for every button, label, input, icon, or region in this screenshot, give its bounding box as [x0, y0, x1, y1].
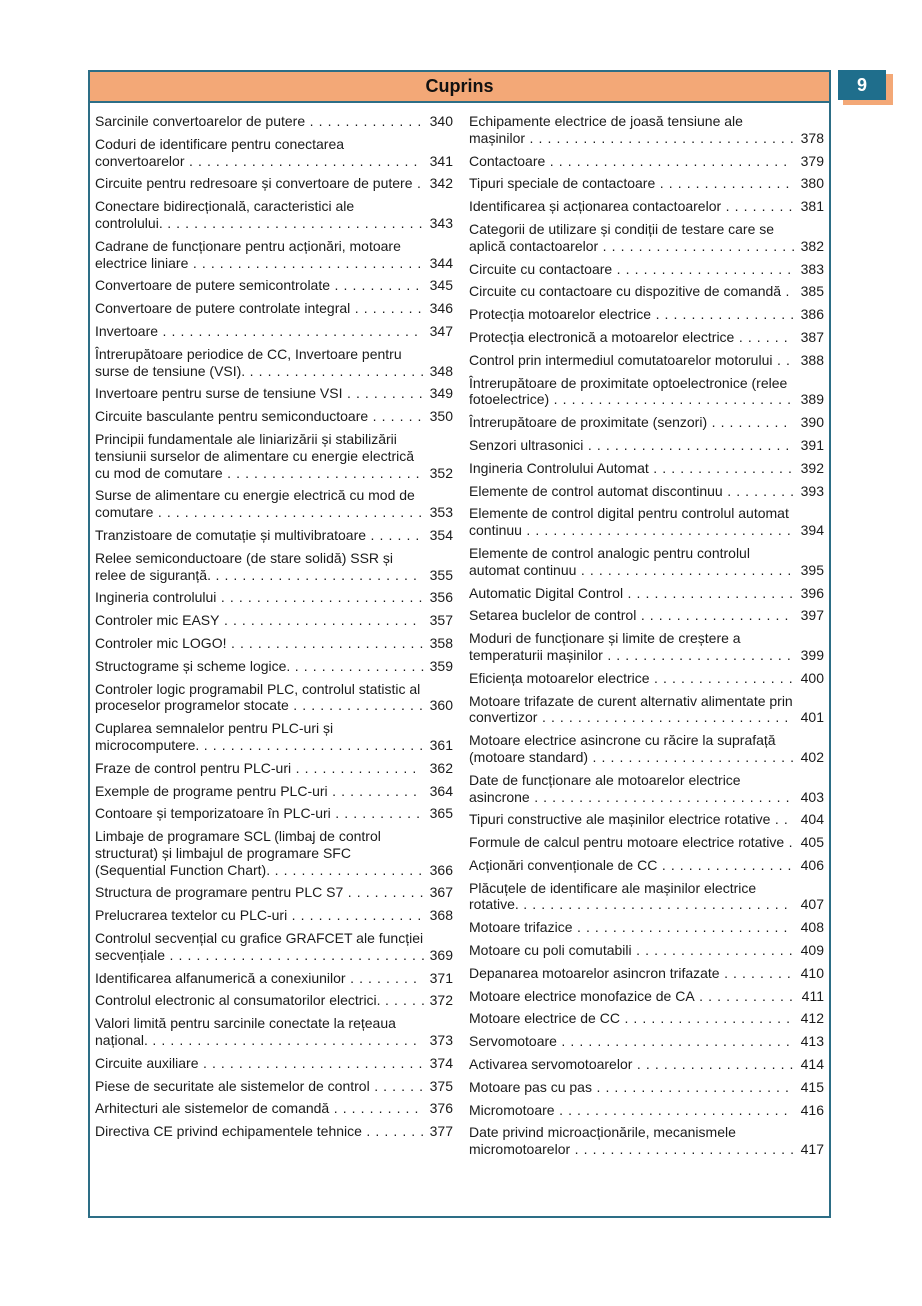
toc-leader-dots: . . . . . . . . . . . . . . . . . . . . . .	[227, 464, 421, 481]
toc-entry-title: Întrerupătoare periodice de CC, Invertoare pentru surse de tensiune (VSI).	[95, 345, 402, 379]
toc-entry-page: 393	[800, 482, 824, 499]
toc-entry-title: Identificarea și acționarea contactoarelor	[469, 198, 722, 215]
toc-entry-title: Categorii de utilizare și condiții de testare care se aplică contactoarelor	[469, 220, 775, 254]
toc-leader-dots: . . . . . . . . . . . . . . .	[659, 175, 790, 192]
toc-entry-title: Structura de programare pentru PLC S7	[95, 884, 344, 901]
toc-leader-dots: . . . . . . . . . . . . . . . . . . . . . . . .	[580, 561, 792, 578]
toc-entry-page: 400	[800, 669, 824, 686]
toc-entry-title: Invertoare	[95, 322, 159, 339]
toc-leader-dots: . . . . . . . . . . . . . . . . . . . . . . . . . . . . . .	[157, 504, 423, 521]
toc-leader-dots: . . . . . . . . . .	[334, 277, 420, 294]
toc-entry-title: Formule de calcul pentru motoare electrice rotative	[469, 834, 785, 851]
toc-entry-title: Identificarea alfanumerică a conexiunilor	[95, 969, 346, 986]
toc-entry[interactable]	[95, 992, 453, 1009]
toc-entry-title: Structograme și scheme logice.	[95, 657, 291, 674]
toc-leader-dots: . . . . . . . .	[350, 969, 418, 986]
toc-entry[interactable]	[469, 153, 824, 170]
toc-leader-dots: . . . . . . . . . . . . . . . . . . . . . . . . . . . . . .	[523, 896, 789, 913]
toc-entry-page: 360	[429, 697, 453, 714]
toc-entry[interactable]	[469, 545, 824, 579]
toc-entry[interactable]	[95, 1015, 453, 1049]
toc-entry[interactable]	[95, 277, 453, 294]
toc-entry[interactable]	[95, 1055, 453, 1072]
toc-entry[interactable]	[95, 431, 453, 481]
toc-entry-title: Echipamente electrice de joasă tensiune ale mașinilor	[469, 113, 743, 146]
toc-entry[interactable]	[469, 198, 824, 215]
toc-entry-page: 380	[800, 175, 824, 192]
toc-leader-dots: . . . . . . . . . . . . . . . . . . . . . . .	[215, 566, 418, 583]
toc-entry-page: 361	[429, 736, 453, 753]
toc-entry-page: 377	[429, 1123, 453, 1140]
toc-leader-dots: . . . . . . . . . . . . . . . . . . . . . . . . . .	[561, 1033, 791, 1050]
toc-entry[interactable]	[95, 681, 453, 715]
toc-entry-page: 397	[800, 607, 824, 624]
toc-entry-title: Tranzistoare de comutație și multivibratoare	[95, 526, 367, 543]
toc-entry-title: Principii fundamentale ale liniarizării și stabilizării tensiunii surselor de alimentare cu energie electrică cu mod de comutare	[95, 430, 415, 481]
toc-entry[interactable]	[95, 783, 453, 800]
toc-leader-dots: . . . . . . . . . . . . . . . .	[655, 306, 795, 323]
toc-leader-dots: . . . . . . . . . . . . . . . . . . . . . . . . . . . . .	[169, 946, 426, 963]
toc-entry[interactable]	[95, 805, 453, 822]
toc-entry-title: Întrerupătoare de proximitate (senzori)	[469, 414, 708, 431]
toc-entry-page: 413	[800, 1033, 824, 1050]
toc-leader-dots: . . . . . . . . . . . . . . . . . . . . . . . . . . . . .	[534, 788, 791, 805]
toc-entry[interactable]	[469, 880, 824, 914]
toc-entry-title: Servomotoare	[469, 1033, 557, 1050]
toc-entry-title: Circuite pentru redresoare și convertoare de putere	[95, 175, 413, 192]
toc-leader-dots: . . . . . . . . . . . . . . . . . . . . . . . . .	[202, 1054, 423, 1071]
toc-entry-title: Automatic Digital Control	[469, 584, 624, 601]
toc-entry-page: 390	[800, 414, 824, 431]
toc-leader-dots: . . . . . . . . . . . . . . . . . . . . . . . . . . . . .	[167, 214, 424, 231]
toc-leader-dots: . . . . . .	[370, 526, 420, 543]
toc-left-column	[95, 113, 453, 1146]
toc-entry[interactable]	[469, 1033, 824, 1050]
toc-entry-page: 399	[800, 646, 824, 663]
toc-leader-dots: . . . . . . . . . . . . . . . . . . . . . . .	[587, 436, 790, 453]
toc-entry-title: Contoare și temporizatoare în PLC-uri	[95, 805, 331, 822]
toc-entry-page: 346	[429, 300, 453, 317]
toc-entry[interactable]	[95, 1100, 453, 1117]
toc-entry-page: 383	[800, 260, 824, 277]
toc-entry[interactable]	[95, 930, 453, 964]
toc-entry-page: 407	[800, 896, 824, 913]
toc-entry-page: 358	[429, 634, 453, 651]
toc-entry-title: Control prin intermediul comutatoarelor motorului	[469, 351, 773, 368]
toc-leader-dots: . . . . .	[385, 992, 426, 1009]
toc-entry-page: 345	[429, 277, 453, 294]
toc-entry-page: 347	[429, 322, 453, 339]
toc-entry-page: 368	[429, 907, 453, 924]
toc-entry-page: 410	[800, 964, 824, 981]
toc-entry[interactable]	[469, 811, 824, 828]
toc-leader-dots: . . . . . . . . . . . . . . . . . . . . .	[607, 646, 792, 663]
toc-entry[interactable]	[469, 834, 824, 851]
toc-leader-dots: . . . . . . . . . . . . . . . . . . . .	[616, 260, 792, 277]
toc-entry-page: 408	[800, 919, 824, 936]
toc-entry[interactable]	[95, 136, 453, 170]
toc-entry-title: Circuite cu contactoare	[469, 260, 613, 277]
toc-entry-title: Cuplarea semnalelor pentru PLC-uri și microcomputere.	[95, 720, 334, 753]
toc-entry[interactable]	[95, 550, 453, 584]
toc-leader-dots: . . . . . . . . . . . . . . .	[661, 856, 793, 873]
toc-entry-title: Acționări convenționale de CC	[469, 856, 658, 873]
toc-entry[interactable]	[469, 283, 824, 300]
toc-leader-dots: . . . . . . . . . . . . . . . . . . .	[627, 584, 794, 601]
toc-entry-title: Elemente de control automat discontinuu	[469, 482, 723, 499]
toc-entry[interactable]	[469, 1079, 824, 1096]
toc-entry-page: 416	[800, 1101, 824, 1118]
toc-leader-dots: . . . . . . . . . .	[332, 782, 418, 799]
toc-leader-dots: . . . . . . . . . . . . . . . . . . . . . . .	[220, 589, 423, 606]
toc-entry-title: Relee semiconductoare (de stare solidă) SSR și relee de siguranță.	[95, 549, 394, 583]
toc-entry-title: Limbaje de programare SCL (limbaj de control structurat) și limbajul de programare SFC (Sequential Function Chart).	[95, 828, 381, 878]
toc-entry-page: 341	[429, 152, 453, 169]
toc-entry-page: 412	[800, 1010, 824, 1027]
toc-leader-dots: . .	[776, 351, 791, 368]
toc-entry-title: Circuite basculante pentru semiconductoare	[95, 408, 369, 425]
toc-entry-title: Controler mic LOGO!	[95, 634, 227, 651]
toc-entry-title: Motoare electrice asincrone cu răcire la suprafață (motoare standard)	[469, 732, 776, 765]
toc-entry-page: 401	[800, 709, 824, 726]
toc-entry-title: Coduri de identificare pentru conectarea convertoarelor	[95, 135, 345, 169]
toc-leader-dots: . . . . . . . . .	[711, 414, 788, 431]
toc-entry-title: Tipuri constructive ale mașinilor electrice rotative	[469, 811, 771, 828]
toc-entry[interactable]	[469, 919, 824, 936]
toc-leader-dots: . . . . . . . . . . . . . . . .	[653, 459, 793, 476]
toc-leader-dots: . . . . . . . . . .	[333, 1100, 420, 1117]
toc-entry-page: 394	[800, 522, 824, 539]
toc-entry-page: 359	[429, 657, 453, 674]
toc-leader-dots: . . . . . . . . . . . . . . . . . . . . . . . . .	[574, 1141, 795, 1158]
toc-entry-title: Motoare trifazate de curent alternativ alimentate prin convertizor	[469, 692, 793, 726]
toc-entry-page: 340	[429, 113, 453, 129]
toc-entry[interactable]	[95, 828, 453, 878]
toc-entry[interactable]	[469, 175, 824, 192]
toc-entry-title: Invertoare pentru surse de tensiune VSI	[95, 385, 343, 402]
toc-entry[interactable]	[95, 487, 453, 521]
toc-entry[interactable]	[469, 113, 824, 147]
toc-leader-dots: . . . . . . . . . .	[335, 805, 421, 822]
toc-entry-title: Tipuri speciale de contactoare	[469, 175, 656, 192]
toc-entry[interactable]	[95, 238, 453, 272]
toc-entry[interactable]	[95, 635, 453, 652]
toc-entry[interactable]	[469, 857, 824, 874]
toc-leader-dots: . . . . . . . . . . . . . . . . .	[274, 861, 423, 878]
toc-entry-page: 342	[429, 175, 453, 192]
toc-entry-page: 396	[800, 584, 824, 601]
toc-entry-page: 402	[800, 748, 824, 765]
toc-entry-page: 417	[800, 1141, 824, 1158]
toc-entry[interactable]	[469, 375, 824, 409]
toc-entry-page: 371	[429, 969, 453, 986]
toc-leader-dots: . . . . . . . . . . . . . . . . . . . . . . . . . .	[192, 254, 422, 271]
toc-leader-dots: . . . . . . . . . . . . .	[309, 113, 422, 129]
toc-entry-title: Exemple de programe pentru PLC-uri	[95, 782, 328, 799]
toc-entry[interactable]	[469, 965, 824, 982]
toc-entry-title: Eficiența motoarelor electrice	[469, 669, 650, 686]
toc-entry[interactable]	[469, 1124, 824, 1158]
toc-entry-page: 381	[800, 198, 824, 215]
toc-entry-title: Motoare cu poli comutabili	[469, 942, 632, 959]
toc-leader-dots: . . . . . . . .	[724, 964, 792, 981]
toc-entry-page: 387	[800, 328, 824, 345]
toc-entry[interactable]	[95, 175, 453, 192]
toc-entry-title: Controlul electronic al consumatorilor electrici.	[95, 992, 381, 1009]
toc-leader-dots: .	[785, 283, 791, 300]
toc-entry[interactable]	[95, 527, 453, 544]
toc-entry-title: Micromotoare	[469, 1101, 555, 1118]
toc-right-column	[469, 113, 824, 1164]
toc-leader-dots: . . . . . . . . . . . . . . . . . . . . . . . . . . .	[553, 391, 792, 408]
toc-leader-dots: . . . . . . . . . . . . . . .	[291, 907, 422, 924]
toc-entry-page: 414	[800, 1056, 824, 1073]
toc-entry[interactable]	[469, 988, 824, 1005]
toc-entry-title: Piese de securitate ale sistemelor de control	[95, 1077, 370, 1094]
toc-entry-title: Date privind microacționările, mecanismele micromotoarelor	[469, 1124, 736, 1158]
toc-entry-title: Surse de alimentare cu energie electrică cu mod de comutare	[95, 487, 415, 521]
toc-entry-title: Valori limită pentru sarcinile conectate la rețeaua național.	[95, 1015, 396, 1049]
toc-entry[interactable]	[469, 1102, 824, 1119]
toc-entry-page: 378	[800, 129, 824, 146]
toc-entry-title: Motoare electrice monofazice de CA	[469, 987, 695, 1004]
toc-entry-page: 369	[429, 946, 453, 963]
toc-entry-page: 373	[429, 1032, 453, 1049]
toc-entry-page: 367	[429, 884, 453, 901]
toc-entry-page: 415	[800, 1078, 824, 1095]
toc-entry-page: 374	[429, 1054, 453, 1071]
toc-entry[interactable]	[469, 942, 824, 959]
toc-entry[interactable]	[95, 884, 453, 901]
toc-leader-dots: . . . . . . . . . . . . . . . . . . . . . . . . . .	[188, 152, 418, 169]
toc-entry-title: Date de funcționare ale motoarelor electrice asincrone	[469, 771, 741, 805]
toc-entry-page: 391	[800, 436, 824, 453]
toc-leader-dots: . . . . . . . . . . . . . . . . .	[640, 607, 789, 624]
toc-entry-page: 350	[429, 408, 453, 425]
toc-entry[interactable]	[95, 346, 453, 380]
toc-entry[interactable]	[469, 1056, 824, 1073]
toc-entry-title: Controler mic EASY	[95, 612, 220, 629]
toc-entry-page: 348	[429, 362, 453, 379]
toc-entry-page: 406	[800, 856, 824, 873]
toc-entry[interactable]	[95, 720, 453, 754]
toc-entry-page: 382	[800, 237, 824, 254]
toc-entry-page: 353	[429, 504, 453, 521]
toc-leader-dots: . . . . . . . .	[725, 198, 793, 215]
toc-leader-dots: . . . . . . . . . . . . . . . . . . . . . . . .	[576, 919, 788, 936]
toc-leader-dots: . . . . . . . . . . . . . . . . . . . . . .	[596, 1078, 790, 1095]
toc-entry[interactable]	[469, 306, 824, 323]
toc-entry[interactable]	[469, 732, 824, 766]
toc-entry-page: 376	[429, 1100, 453, 1117]
toc-leader-dots: . . . . . . . . .	[346, 385, 424, 402]
toc-entry-title: Controlul secvențial cu grafice GRAFCET ale funcției secvențiale	[95, 930, 424, 963]
page-number: 9	[838, 70, 886, 100]
toc-leader-dots: . . . . . . . . . . . . . .	[295, 759, 417, 776]
toc-leader-dots: . . . . . . . . . . . . . . . . . . . . . .	[602, 237, 796, 254]
toc-entry-title: Protecția electronică a motoarelor electrice	[469, 328, 735, 345]
toc-entry-page: 362	[429, 759, 453, 776]
toc-entry-title: Convertoare de putere semicontrolate	[95, 277, 331, 294]
toc-entry-title: Motoare electrice de CC	[469, 1010, 620, 1027]
toc-leader-dots: . . . . . . . . . . . . . . . . . . . . . . . . . . . . . .	[529, 129, 795, 146]
toc-entry-title: Elemente de control analogic pentru controlul automat continuu	[469, 544, 750, 578]
toc-leader-dots: . . . . . . . .	[727, 482, 795, 499]
toc-entry-page: 409	[800, 942, 824, 959]
toc-entry[interactable]	[469, 352, 824, 369]
toc-entry[interactable]	[469, 414, 824, 431]
toc-title: Cuprins	[90, 72, 829, 103]
toc-leader-dots: . . . . . . . . . . . . . . . . . . . . . . . . . . .	[549, 152, 788, 169]
toc-entry-page: 357	[429, 612, 453, 629]
toc-frame	[88, 70, 831, 1218]
toc-leader-dots: . . . . . . . . . . . . . . . .	[654, 669, 794, 686]
toc-entry-page: 405	[800, 834, 824, 851]
toc-entry-page: 403	[800, 788, 824, 805]
toc-entry-title: Ingineria controlului	[95, 589, 217, 606]
toc-leader-dots: . . . . . . . . . . . . . . . . . . . . . . . . . . . .	[541, 709, 789, 726]
toc-entry[interactable]	[469, 630, 824, 664]
toc-entry[interactable]	[469, 261, 824, 278]
toc-leader-dots: . . . . . .	[374, 1077, 424, 1094]
toc-entry-page: 349	[429, 385, 453, 402]
toc-entry[interactable]	[95, 612, 453, 629]
toc-leader-dots: . . . . . . . . . . . . . . . . . . . . . . . . .	[203, 736, 424, 753]
toc-entry[interactable]	[469, 460, 824, 477]
toc-entry-title: Moduri de funcționare și limite de creștere a temperaturii mașinilor	[469, 630, 741, 663]
toc-entry-page: 344	[429, 254, 453, 271]
toc-leader-dots: . . . . . . . . . . . . . . . . . .	[636, 1056, 795, 1073]
toc-entry[interactable]	[469, 772, 824, 806]
toc-leader-dots: . . . . . .	[372, 408, 423, 425]
toc-entry[interactable]	[469, 329, 824, 346]
toc-entry-title: Plăcuțele de identificare ale mașinilor electrice rotative.	[469, 879, 757, 913]
toc-leader-dots: . .	[774, 811, 789, 828]
toc-leader-dots: . . . . . . . . . . . . . . . . . . . . . . . . . . . . . .	[152, 1032, 418, 1049]
toc-entry[interactable]	[95, 760, 453, 777]
toc-entry-title: Prelucrarea textelor cu PLC-uri	[95, 907, 288, 924]
toc-entry[interactable]	[469, 505, 824, 539]
toc-entry-page: 392	[800, 459, 824, 476]
toc-entry-page: 385	[800, 283, 824, 300]
toc-entry-page: 404	[800, 811, 824, 828]
toc-entry-page: 372	[429, 992, 453, 1009]
toc-leader-dots: .	[417, 175, 422, 192]
toc-entry[interactable]	[469, 221, 824, 255]
toc-entry[interactable]	[95, 1078, 453, 1095]
toc-entry[interactable]	[95, 1123, 453, 1140]
toc-entry-title: Controler logic programabil PLC, controlul statistic al proceselor programelor stocate	[95, 680, 421, 714]
toc-entry[interactable]	[95, 589, 453, 606]
toc-entry-title: Conectare bidirecțională, caracteristici ale controlului.	[95, 198, 355, 231]
toc-leader-dots: . . . . . . . . . . .	[699, 987, 794, 1004]
toc-entry-page: 375	[429, 1077, 453, 1094]
toc-entry-page: 389	[800, 391, 824, 408]
toc-entry[interactable]	[95, 658, 453, 675]
toc-leader-dots: . . . . . . . . . . . . . . .	[294, 657, 426, 674]
toc-entry[interactable]	[469, 585, 824, 602]
toc-leader-dots: .	[788, 834, 794, 851]
toc-entry[interactable]	[95, 385, 453, 402]
toc-entry-page: 352	[429, 464, 453, 481]
toc-entry-title: Fraze de control pentru PLC-uri	[95, 759, 292, 776]
toc-leader-dots: . . . . . . . . . . . . . . . . . . . .	[249, 362, 425, 379]
toc-entry-title: Motoare pas cu pas	[469, 1078, 592, 1095]
toc-leader-dots: . . . . . . . . . . . . . . . . . . . . . .	[223, 612, 418, 629]
toc-entry[interactable]	[469, 693, 824, 727]
toc-leader-dots: . . . . . . . . . . . . . . . . . . .	[624, 1010, 791, 1027]
toc-entry[interactable]	[469, 437, 824, 454]
toc-entry-title: Convertoare de putere controlate integral	[95, 300, 351, 317]
toc-entry-title: Ingineria Controlului Automat	[469, 459, 649, 476]
toc-entry-title: Arhitecturi ale sistemelor de comandă	[95, 1100, 330, 1117]
toc-leader-dots: . . . . . . . . . . . . . . .	[293, 697, 424, 714]
toc-entry-page: 343	[429, 214, 453, 231]
toc-entry-page: 365	[429, 805, 453, 822]
toc-entry[interactable]	[469, 607, 824, 624]
toc-leader-dots: . . . . . . . . . . . . . . . . . . . . . . . . . . . . .	[162, 322, 419, 339]
toc-entry-title: Elemente de control digital pentru controlul automat continuu	[469, 505, 789, 539]
toc-entry-page: 379	[800, 152, 824, 169]
toc-leader-dots: . . . . . . . . . . . . . . . . . . . . . .	[230, 634, 425, 651]
toc-entry-page: 364	[429, 782, 453, 799]
toc-leader-dots: . . . . . .	[738, 328, 789, 345]
toc-leader-dots: . . . . . . . . . . . . . . . . . . . . . . . . . .	[559, 1101, 789, 1118]
toc-entry-page: 356	[429, 589, 453, 606]
toc-entry-page: 355	[429, 566, 453, 583]
toc-entry-page: 411	[801, 987, 824, 1004]
toc-entry-page: 388	[800, 351, 824, 368]
toc-entry-title: Setarea buclelor de control	[469, 607, 637, 624]
toc-entry-title: Cadrane de funcționare pentru acționări, motoare electrice liniare	[95, 237, 401, 271]
toc-entry[interactable]	[469, 483, 824, 500]
toc-leader-dots: . . . . . . . . . . . . . . . . . .	[636, 942, 794, 959]
toc-leader-dots: . . . . . . . . .	[347, 884, 425, 901]
toc-entry-page: 386	[800, 306, 824, 323]
toc-entry-title: Depanarea motoarelor asincron trifazate	[469, 964, 720, 981]
toc-entry-page: 366	[429, 861, 453, 878]
toc-leader-dots: . . . . . . . .	[354, 300, 423, 317]
toc-entry[interactable]	[95, 408, 453, 425]
toc-leader-dots: . . . . . . . . . . . . . . . . . . . . . . .	[592, 748, 795, 765]
toc-entry-title: Circuite cu contactoare cu dispozitive de comandă	[469, 283, 782, 300]
toc-entry-title: Activarea servomotoarelor	[469, 1056, 633, 1073]
toc-entry[interactable]	[95, 198, 453, 232]
toc-entry[interactable]	[95, 323, 453, 340]
toc-entry[interactable]	[95, 113, 453, 130]
toc-entry-title: Întrerupătoare de proximitate optoelectronice (relee fotoelectrice)	[469, 374, 788, 408]
toc-entry-page: 354	[429, 526, 453, 543]
toc-entry-title: Directiva CE privind echipamentele tehnice	[95, 1123, 362, 1140]
toc-leader-dots: . . . . . . .	[366, 1123, 425, 1140]
toc-entry[interactable]	[469, 670, 824, 687]
toc-entry[interactable]	[95, 907, 453, 924]
toc-entry-title: Protecția motoarelor electrice	[469, 306, 652, 323]
toc-entry-title: Motoare trifazice	[469, 919, 573, 936]
toc-entry[interactable]	[95, 970, 453, 987]
toc-entry-page: 395	[800, 561, 824, 578]
toc-entry-title: Senzori ultrasonici	[469, 436, 584, 453]
toc-leader-dots: . . . . . . . . . . . . . . . . . . . . . . . . . . . . . .	[526, 522, 792, 539]
toc-entry[interactable]	[95, 300, 453, 317]
toc-entry-title: Circuite auxiliare	[95, 1054, 199, 1071]
toc-entry-title: Contactoare	[469, 152, 546, 169]
toc-entry-title: Sarcinile convertoarelor de putere	[95, 113, 306, 129]
toc-entry[interactable]	[469, 1010, 824, 1027]
